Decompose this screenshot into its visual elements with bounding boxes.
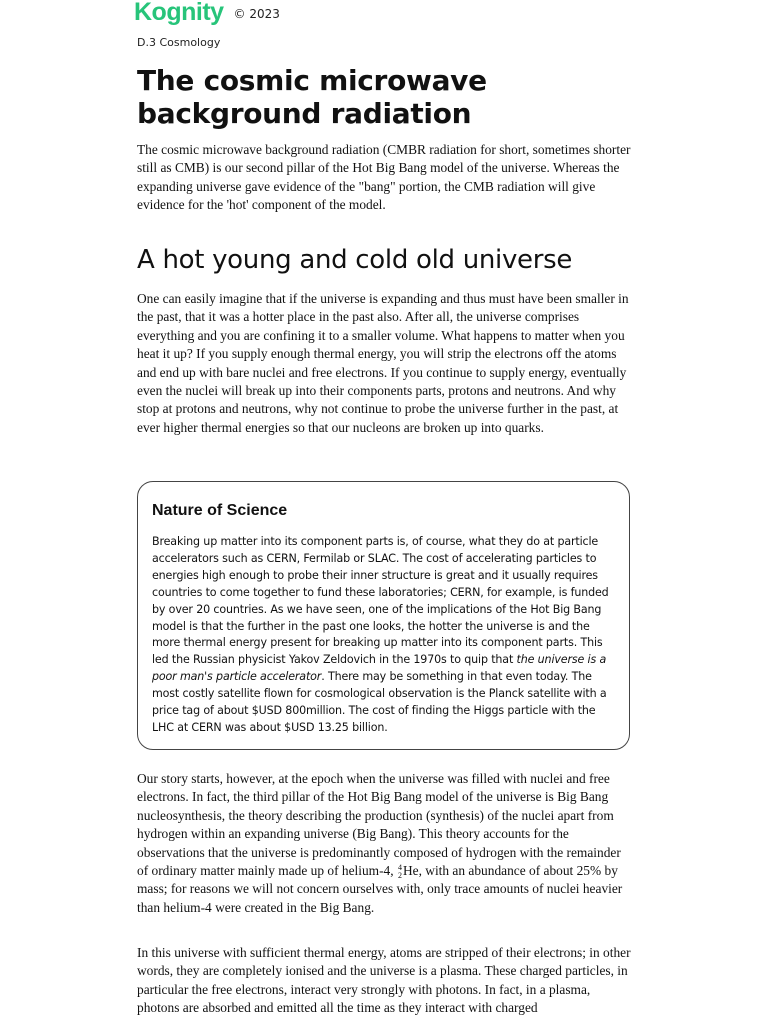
- atomic-number: 2: [397, 870, 402, 880]
- nature-of-science-text: [152, 534, 620, 737]
- para2-text-before: Our story starts, however, at the epoch when the universe was filled with nuclei and free electrons. In fact, the third pillar of the Hot Big Bang model of the universe is Big Bang nucleosynthesis, the theory describing the production (synthesis) of the nuclei apart from hydrogen within an expanding universe (Big Bang). This theory accounts for the observations that the universe is predominantly composed of hydrogen with the remainder of ordinary matter mainly made up of helium-4,: [137, 771, 621, 879]
- copyright-text: © 2023: [233, 7, 280, 21]
- nuclide-notation: [398, 864, 402, 880]
- intro-paragraph: The cosmic microwave background radiation (CMBR radiation for short, sometimes shorter still as CMB) is our second pillar of the Hot Big Bang model of the universe. Whereas the expanding universe gave evidence of the "bang" portion, the CMB radiation will give evidence for the 'hot' component of the model.: [137, 142, 631, 213]
- section-heading: A hot young and cold old universe: [137, 245, 573, 275]
- element-symbol: He: [402, 863, 419, 879]
- section-label: D.3 Cosmology: [137, 36, 221, 49]
- kognity-logo[interactable]: Kognity: [134, 0, 224, 26]
- nos-text-part-2: . There may be something in that even today. The most costly satellite flown for cosmological observation is the Planck satellite with a price tag of about $USD 800million. The cost of finding the Higgs particle with the LHC at CERN was about $USD 13.25 billion.: [152, 670, 607, 734]
- body-paragraph-1: One can easily imagine that if the universe is expanding and thus must have been smaller in the past, that it was a hotter place in the past also. After all, the universe comprises everything and you are confining it to a smaller volume. What happens to matter when you heat it up? If you supply enough thermal energy, you will strip the electrons off the atoms and end up with bare nuclei and free electrons. If you continue to supply energy, eventually even the nuclei will break up into their components parts, protons and neutrons. And why stop at protons and neutrons, why not continue to probe the universe further in the past, at ever higher thermal energies so that our nucleons are broken up into quarks.: [137, 291, 629, 435]
- body-paragraph-2: [137, 770, 632, 917]
- zeldovich-quote: the universe is a poor man's particle accelerator: [152, 653, 607, 684]
- mass-number: 4: [397, 862, 402, 872]
- page-title: The cosmic microwave background radiation: [137, 64, 487, 130]
- para2-text-after: , with an abundance of about 25% by mass; for reasons we will not concern ourselves with, only trace amounts of nuclei heavier than helium-4 were created in the Big Bang.: [137, 863, 623, 915]
- nature-of-science-box: [137, 481, 630, 750]
- header-bar: [134, 0, 280, 30]
- body-paragraph-3: In this universe with sufficient thermal energy, atoms are stripped of their electrons; in other words, they are completely ionised and the universe is a plasma. These charged particles, in particular the free electrons, interact very strongly with photons. In fact, in a plasma, photons are absorbed and emitted all the time as they interact with charged: [137, 945, 631, 1016]
- nature-of-science-title: Nature of Science: [152, 502, 288, 519]
- nos-text-part-1: Breaking up matter into its component parts is, of course, what they do at particle accelerators such as CERN, Fermilab or SLAC. The cost of accelerating particles to energies high enough to probe their inner structure is great and it usually requires countries to come together to fund these laboratories; CERN, for example, is funded by over 20 countries. As we have seen, one of the implications of the Hot Big Bang model is that the further in the past one looks, the hotter the universe is and the more thermal energy present for breaking up matter into its component parts. This led the Russian physicist Yakov Zeldovich in the 1970s to quip that: [152, 535, 609, 667]
